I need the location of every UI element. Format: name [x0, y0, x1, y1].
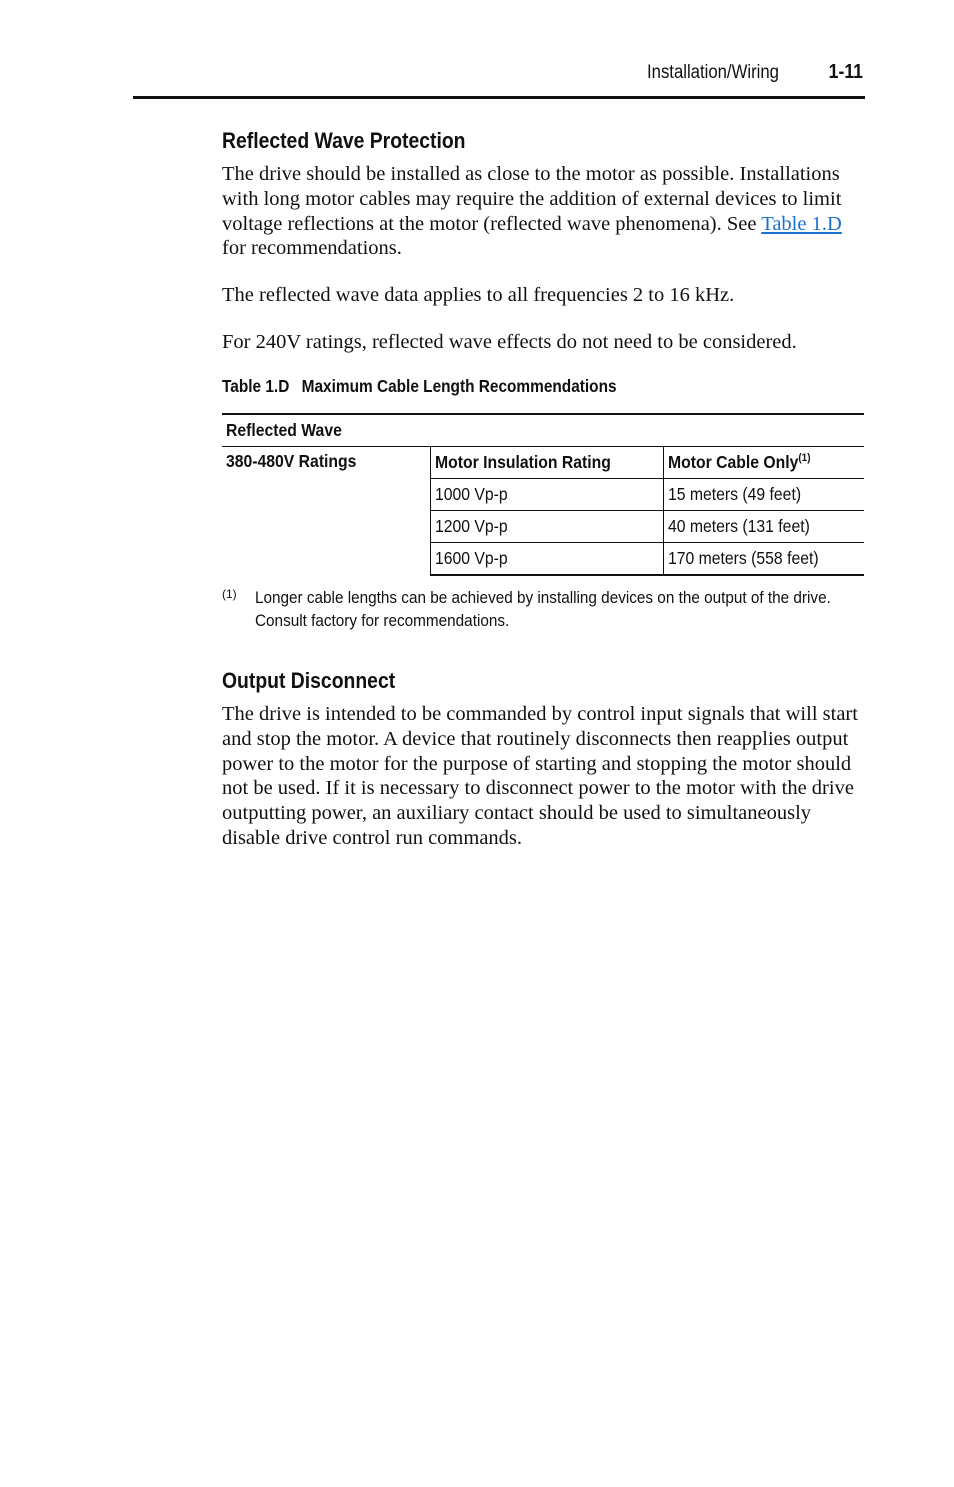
paragraph-text: for recommendations.	[222, 237, 402, 260]
table-number: Table 1.D	[222, 376, 290, 396]
length-cell: 15 meters (49 feet)	[663, 479, 864, 511]
table-footnote	[222, 586, 864, 632]
footnote-ref: (1)	[797, 452, 810, 464]
table-caption	[222, 376, 617, 397]
page-header	[133, 58, 865, 99]
insulation-cell: 1200 Vp-p	[430, 511, 663, 543]
reflected-wave-paragraph-3: For 240V ratings, reflected wave effects do not need to be considered.	[222, 331, 797, 353]
insulation-cell: 1000 Vp-p	[430, 479, 663, 511]
ratings-label-cell	[222, 447, 430, 576]
table-group-header-row	[222, 414, 864, 447]
ratings-label: 380-480V Ratings	[226, 451, 357, 471]
insulation-cell: 1600 Vp-p	[430, 543, 663, 576]
group-header-text: Reflected Wave	[226, 420, 342, 440]
footnote-mark: (1)	[222, 587, 237, 601]
output-disconnect-paragraph: The drive is intended to be commanded by control input signals that will start and stop the motor. A device that routinely disconnects then reapplies output power to the motor for the purpose of starting and stopping the motor should not be used. If it is necessary to disconnect power to the motor with the drive outputting power, an auxiliary contact should be used to simultaneously disable drive control run commands.	[222, 703, 858, 849]
paragraph-text: The drive should be installed as close to the motor as possible. Installations with long motor cables may require the addition of external devices to limit voltage reflections at the motor (reflected wave phenomena). See	[222, 163, 842, 235]
header-page-number: 1-11	[828, 61, 863, 83]
col-header-cable-text: Motor Cable Only	[667, 452, 798, 472]
header-section-title: Installation/Wiring	[647, 62, 779, 83]
length-cell: 40 meters (131 feet)	[663, 511, 864, 543]
col-header-cable	[663, 447, 864, 479]
reflected-wave-paragraph-1	[222, 162, 864, 261]
group-header-cell	[222, 414, 864, 447]
reflected-wave-heading: Reflected Wave Protection	[222, 128, 466, 153]
length-cell: 170 meters (558 feet)	[663, 543, 864, 576]
reflected-wave-paragraph-2: The reflected wave data applies to all frequencies 2 to 16 kHz.	[222, 284, 735, 306]
table-caption-text: Maximum Cable Length Recommendations	[301, 376, 617, 396]
cable-length-table	[222, 413, 864, 576]
col-header-insulation: Motor Insulation Rating	[430, 447, 663, 479]
table-header-row	[222, 447, 864, 479]
table-1d-link[interactable]: Table 1.D	[761, 212, 842, 235]
footnote-text: Longer cable lengths can be achieved by installing devices on the output of the drive. Consult factory for recommendations.	[255, 588, 831, 630]
output-disconnect-heading: Output Disconnect	[222, 668, 396, 693]
